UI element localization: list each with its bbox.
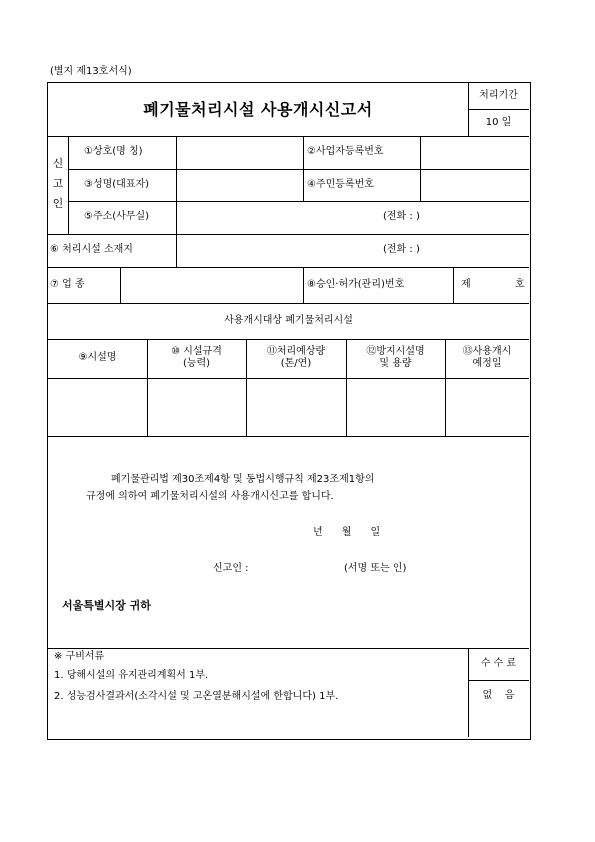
business-reg-field[interactable]	[421, 137, 528, 168]
representative-field[interactable]	[177, 170, 302, 200]
facility-header-start-date: ⑬사용개시 예정일	[462, 346, 512, 369]
approval-je-label: 제	[461, 279, 471, 290]
facility-prevention-cell[interactable]	[347, 379, 444, 435]
form-title: 폐기물처리시설 사용개시신고서	[143, 100, 373, 119]
facility-header-prevention: ⑫방지시설명 및 용량	[366, 346, 425, 369]
facility-section-title: 사용개시대상 폐기물처리시설	[224, 315, 353, 326]
approval-no-label: ⑧승인·허가(관리)번호	[307, 279, 405, 290]
facility-header-spec: ⑩ 시설규격 (능력)	[171, 346, 222, 369]
facility-spec-cell[interactable]	[148, 379, 245, 435]
resident-reg-field[interactable]	[421, 170, 528, 200]
statement-line-2: 규정에 의하여 폐기물처리시설의 사용개시신고를 합니다.	[86, 491, 334, 502]
documents-title: ※ 구비서류	[54, 651, 105, 662]
industry-field[interactable]	[121, 268, 302, 302]
statement-line-1: 폐기물관리법 제30조제4항 및 동법시행규칙 제23조제1항의	[111, 474, 375, 485]
facility-header-name: ⑨시설명	[78, 352, 117, 363]
resident-reg-label: ④주민등록번호	[307, 179, 374, 190]
reporter-char: 고	[52, 177, 64, 190]
report-date: 년 월 일	[313, 527, 381, 538]
signer-label: 신고인 :	[213, 563, 249, 574]
location-phone-label: (전화 : )	[383, 244, 420, 255]
reporter-char: 인	[52, 197, 64, 210]
addressee: 서울특별시장 귀하	[62, 599, 151, 612]
document-item: 2. 성능검사결과서(소각시설 및 고온열분해시설에 한합니다) 1부.	[54, 691, 339, 702]
reporter-char: 신	[52, 157, 64, 170]
approval-ho-label: 호	[515, 279, 525, 290]
address-phone-label: (전화 : )	[383, 211, 420, 222]
sign-note: (서명 또는 인)	[344, 563, 407, 574]
location-label: ⑥ 처리시설 소재지	[50, 244, 133, 255]
name-label: ①상호(명 칭)	[84, 146, 143, 157]
form-label: (별지 제13호서식)	[50, 66, 132, 77]
processing-period-value: 10 일	[485, 117, 512, 128]
address-field[interactable]	[177, 202, 528, 233]
address-label: ⑤주소(사무실)	[84, 211, 150, 222]
business-reg-label: ②사업자등록번호	[307, 146, 384, 157]
fee-label: 수 수 료	[480, 658, 517, 669]
location-field[interactable]	[177, 235, 528, 266]
processing-period-label: 처리기간	[479, 90, 518, 101]
signer-field[interactable]	[262, 558, 338, 576]
facility-volume-cell[interactable]	[247, 379, 345, 435]
facility-name-cell[interactable]	[49, 379, 146, 435]
representative-label: ③성명(대표자)	[84, 179, 150, 190]
fee-value: 없 음	[482, 690, 515, 701]
facility-start-date-cell[interactable]	[446, 379, 528, 435]
document-item: 1. 당해시설의 유지관리계획서 1부.	[54, 670, 209, 681]
industry-label: ⑦ 업 종	[50, 279, 85, 290]
name-field[interactable]	[177, 137, 302, 168]
facility-header-volume: ⑪처리예상량 (톤/연)	[266, 346, 326, 369]
